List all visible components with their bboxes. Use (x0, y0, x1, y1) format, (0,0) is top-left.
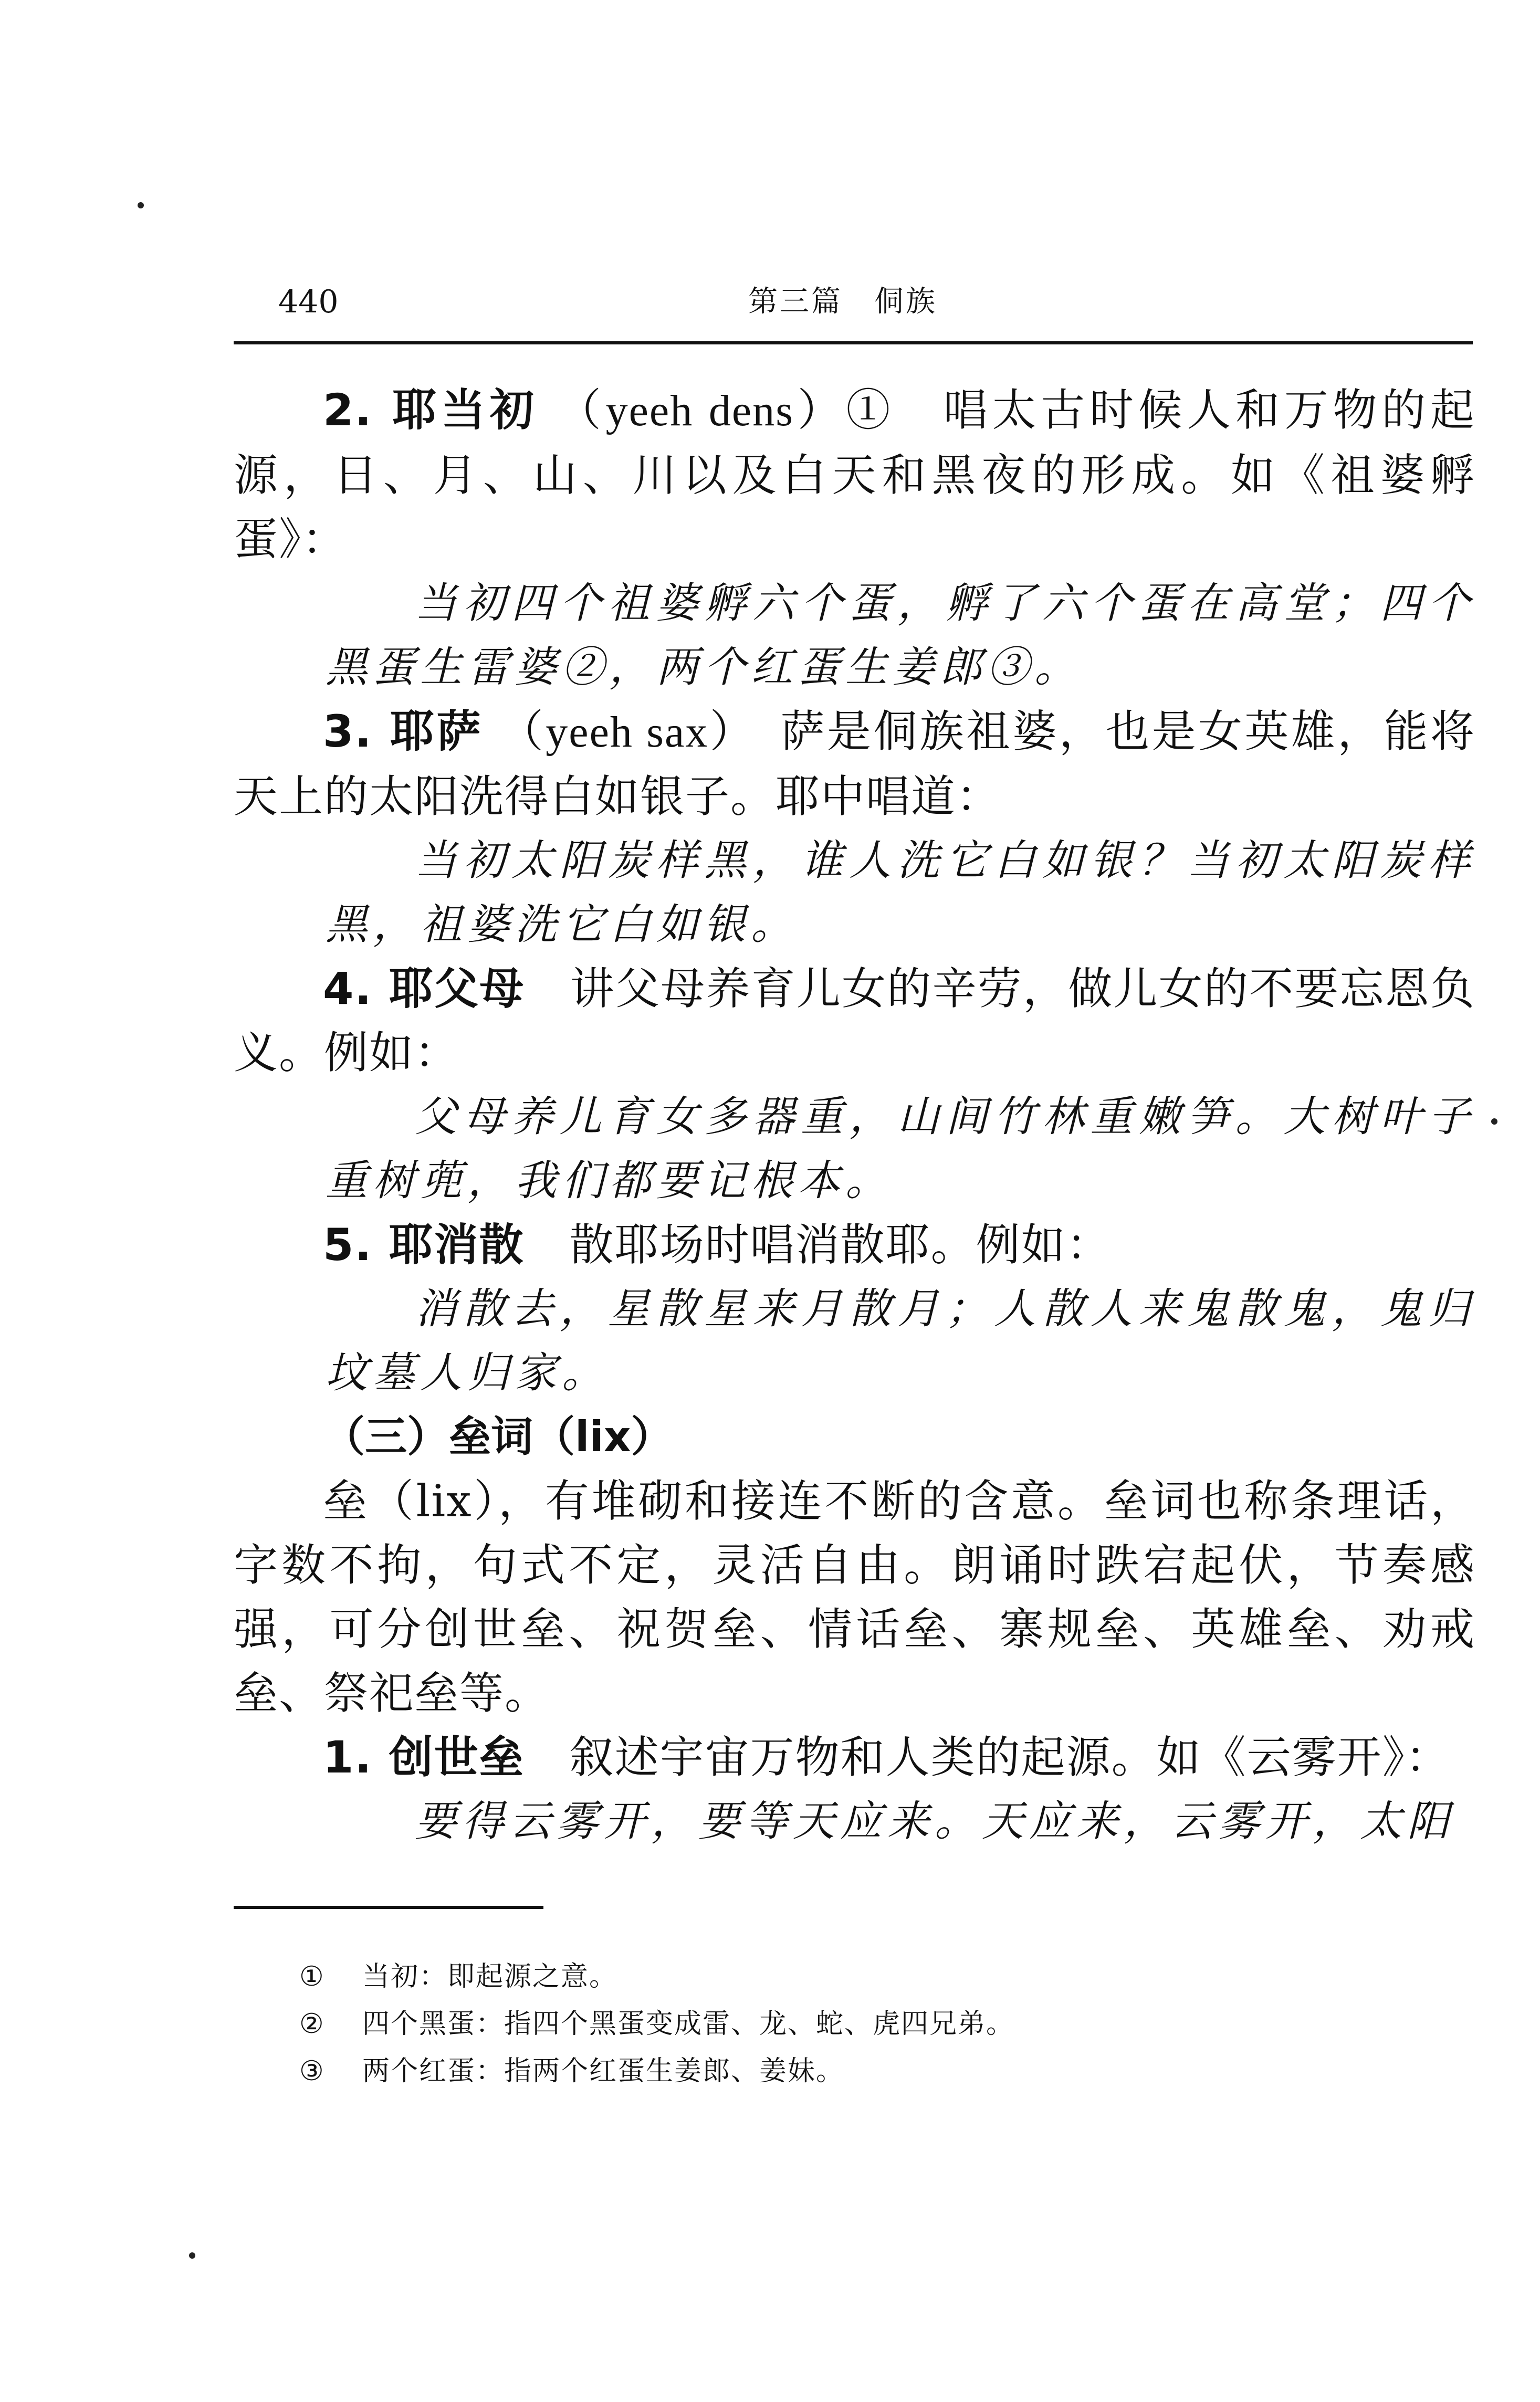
footnotes (299, 1953, 1454, 2095)
section-heading: 4. 耶父母 (323, 963, 525, 1014)
footnote (299, 2000, 1454, 2048)
paragraph-creation-lix (234, 1725, 1475, 1789)
romanization: （yeeh dens）① (557, 386, 895, 435)
paragraph-text: 萨是侗族祖婆，也是女英雄，能将天上的太阳洗得白如银子。耶中唱道： (234, 706, 1475, 822)
quote-text: 当初太阳炭样黑，谁人洗它白如银？当初太阳炭样黑，祖婆洗它白如银。 (326, 836, 1475, 949)
quote-block (234, 1085, 1475, 1213)
footnote-text: 当初：即起源之意。 (362, 1961, 618, 1992)
romanization: （yeeh sax） (499, 708, 735, 757)
scan-speck (1491, 1118, 1497, 1125)
scan-speck (189, 2252, 195, 2259)
quote-block (234, 828, 1475, 957)
main-text (234, 378, 1475, 1853)
quote-text: 消散去，星散星来月散月；人散人来鬼散鬼，鬼归坟墓人归家。 (326, 1284, 1475, 1397)
paragraph-text: 唱太古时候人和万物的起源，日、月、山、川以及白天和黑夜的形成。如《祖婆孵蛋》： (234, 384, 1475, 565)
footnote (299, 1953, 1454, 2000)
footnote-mark: ① (299, 1961, 325, 1992)
footnote-mark: ② (299, 2008, 325, 2040)
running-title-part: 侗族 (874, 285, 937, 319)
footnote-text: 四个黑蛋：指四个黑蛋变成雷、龙、蛇、虎四兄弟。 (362, 2008, 1015, 2040)
section-heading: 5. 耶消散 (323, 1219, 525, 1271)
header-rule (234, 341, 1473, 344)
footnote-mark: ③ (299, 2055, 325, 2087)
paragraph-yeeh-parents (234, 957, 1475, 1085)
paragraph-text: 叙述宇宙万物和人类的起源。如《云雾开》： (569, 1732, 1451, 1783)
paragraph-yeeh-dens (234, 378, 1475, 571)
paragraph-yeeh-sax (234, 699, 1475, 828)
quote-block (234, 571, 1475, 699)
quote-text: 当初四个祖婆孵六个蛋，孵了六个蛋在高堂；四个黑蛋生雷婆②，两个红蛋生姜郎③。 (326, 579, 1475, 691)
footnote (299, 2048, 1454, 2095)
paragraph-lix: 垒（lix），有堆砌和接连不断的含意。垒词也称条理话，字数不拘，句式不定，灵活自由。朗诵时跌宕起伏，节奏感强，可分创世垒、祝贺垒、情话垒、寨规垒、英雄垒、劝戒垒、祭祀垒等。 (234, 1475, 1475, 1719)
page-number: 440 (278, 284, 339, 320)
page-header (234, 278, 1473, 336)
quote-text: 父母养儿育女多器重，山间竹林重嫩笋。大树叶子重树蔸，我们都要记根本。 (326, 1092, 1475, 1205)
paragraph-text: 讲父母养育儿女的辛劳，做儿女的不要忘恩负义。例如： (234, 963, 1475, 1078)
section-heading: 3. 耶萨 (323, 706, 483, 757)
running-title-part: 第三篇 (748, 285, 843, 319)
paragraph-text: 散耶场时唱消散耶。例如： (569, 1219, 1112, 1271)
subsection-heading: （三）垒词（lix） (323, 1412, 673, 1461)
quote-block (234, 1277, 1475, 1405)
section-heading: 1. 创世垒 (323, 1732, 525, 1783)
running-title (748, 278, 937, 326)
footnote-text: 两个红蛋：指两个红蛋生姜郎、姜妹。 (362, 2055, 845, 2087)
quote-text: 要得云雾开，要等天应来。天应来，云雾开，太阳 (415, 1797, 1454, 1845)
scan-speck (138, 202, 144, 208)
section-heading: 2. 耶当初 (323, 384, 539, 436)
paragraph-yeeh-dispersal (234, 1213, 1475, 1277)
quote-block (234, 1789, 1475, 1853)
footnote-rule (234, 1906, 543, 1909)
